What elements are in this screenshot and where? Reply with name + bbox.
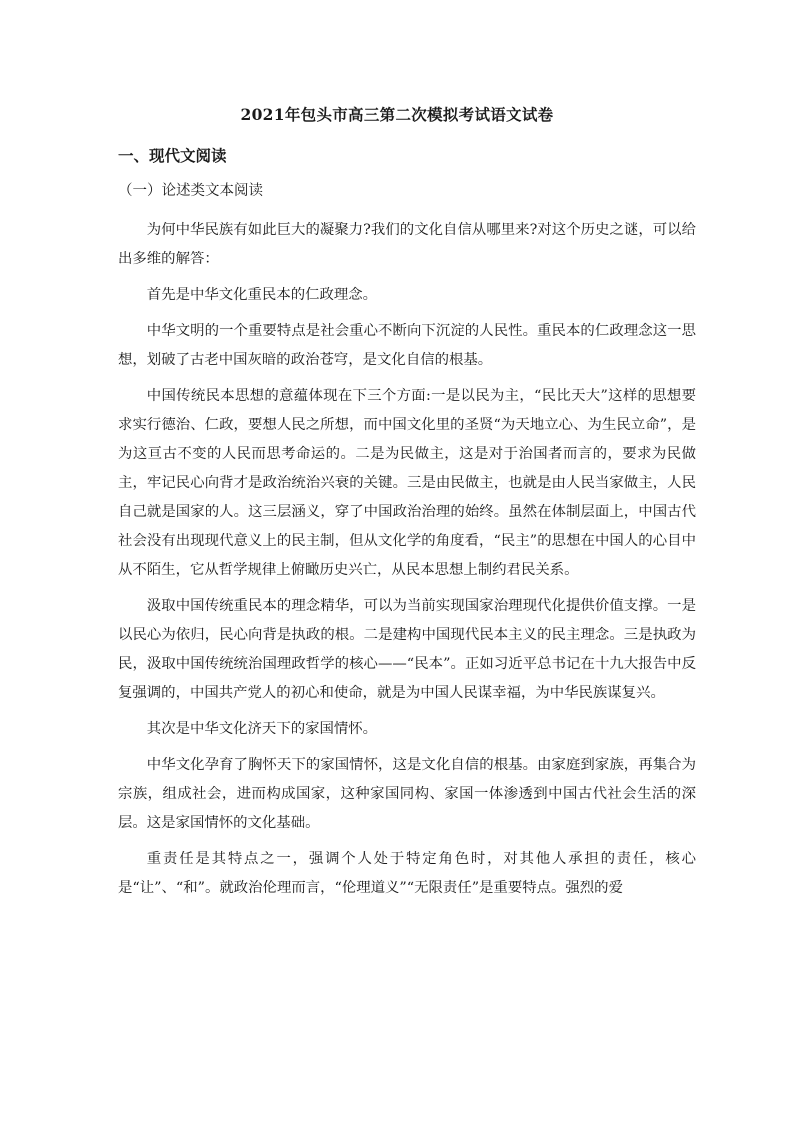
paragraph: 首先是中华文化重民本的仁政理念。 — [146, 287, 378, 303]
paragraph: 重责任是其特点之一，强调个人处于特定角色时，对其他人承担的责任，核心是“让”、“和”。就政治伦理而言，“伦理道义”“无限责任”是重要特点。强烈的爱 — [118, 851, 696, 896]
section-heading: 一、现代文阅读 — [118, 147, 227, 165]
paragraph: 中华文明的一个重要特点是社会重心不断向下沉淀的人民性。重民本的仁政理念这一思想，划破了古老中国灰暗的政治苍穹，是文化自信的根基。 — [118, 323, 696, 368]
article-body — [118, 216, 696, 910]
paragraph: 为何中华民族有如此巨大的凝聚力?我们的文化自信从哪里来?对这个历史之谜，可以给出多维的解答： — [118, 222, 696, 267]
document-title: 2021年包头市高三第二次模拟考试语文试卷 — [240, 105, 554, 124]
paragraph: 其次是中华文化济天下的家国情怀。 — [146, 721, 378, 737]
subsection-heading: （一）论述类文本阅读 — [118, 183, 263, 199]
paragraph: 汲取中国传统重民本的理念精华，可以为当前实现国家治理现代化提供价值支撑。一是以民心为依归，民心向背是执政的根。二是建构中国现代民本主义的民主理念。三是执政为民，汲取中国传统统治国理政哲学的核心——“民本”。正如习近平总书记在十九大报告中反复强调的，中国共产党人的初心和使命，就是为中国人民谋幸福，为中华民族谋复兴。 — [118, 598, 696, 701]
paragraph: 中华文化孕育了胸怀天下的家国情怀，这是文化自信的根基。由家庭到家族，再集合为宗族，组成社会，进而构成国家，这种家国同构、家国一体渗透到中国古代社会生活的深层。这是家国情怀的文化基础。 — [118, 757, 696, 831]
paragraph: 中国传统民本思想的意蕴体现在下三个方面:一是以民为主，“民比天大”这样的思想要求实行德治、仁政，要想人民之所想，而中国文化里的圣贤“为天地立心、为生民立命”，是为这亘古不变的人民而思考命运的。二是为民做主，这是对于治国者而言的，要求为民做主，牢记民心向背才是政治统治兴衰的关键。三是由民做主，也就是由人民当家做主，人民自己就是国家的人。这三层涵义，穿了中国政治治理的始终。虽然在体制层面上，中国古代社会没有出现现代意义上的民主制，但从文化学的角度看，“民主”的思想在中国人的心目中从不陌生，它从哲学规律上俯瞰历史兴亡，从民本思想上制约君民关系。 — [118, 388, 696, 578]
